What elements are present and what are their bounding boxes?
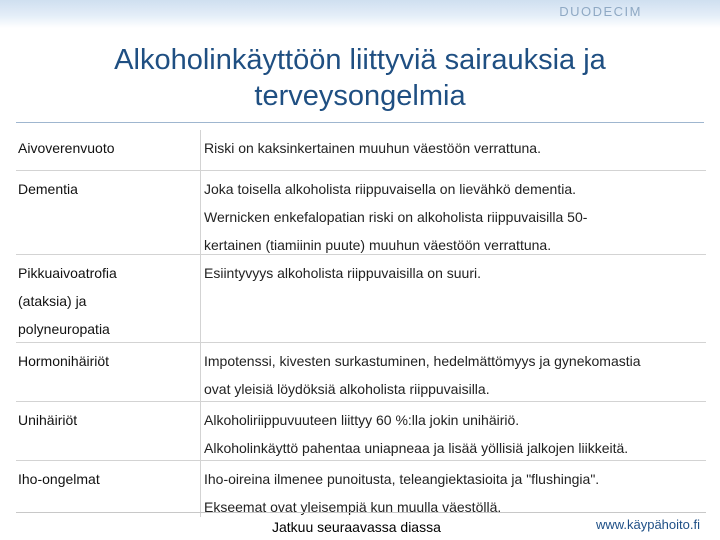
table-row-hormonihairiot: [16, 342, 706, 401]
description-cell: [200, 343, 706, 401]
term-cell: [16, 171, 200, 254]
description-line: Alkoholiriippuvuuteen liittyy 60 %:lla jokin unihäiriö.: [204, 412, 520, 428]
term-text: Unihäiriöt: [18, 412, 78, 428]
column-divider: [200, 402, 201, 460]
website-link[interactable]: www.käypähoito.fi: [595, 517, 700, 532]
description-cell: [200, 461, 706, 517]
table-row-iho-ongelmat: [16, 460, 706, 517]
description-line: Wernicken enkefalopatian riski on alkoholista riippuvaisilla 50-: [204, 209, 588, 225]
footer-divider: [16, 512, 706, 513]
column-divider: [200, 130, 201, 170]
description-cell: [200, 255, 706, 342]
slide-title: [40, 42, 680, 114]
term-text: Aivoverenvuoto: [18, 140, 115, 156]
table-row-dementia: [16, 170, 706, 254]
table-row-pikkuaivoatrofia: [16, 254, 706, 342]
description-line: ovat yleisiä löydöksiä alkoholista riippuvaisilla.: [204, 381, 490, 397]
term-cell: [16, 255, 200, 342]
term-text: polyneuropatia: [18, 321, 110, 337]
description-line: kertainen (tiamiinin puute) muuhun väestöön verrattuna.: [204, 237, 552, 253]
column-divider: [200, 461, 201, 517]
description-line: Esiintyvyys alkoholista riippuvaisilla on suuri.: [204, 265, 482, 281]
description-cell: [200, 130, 706, 170]
column-divider: [200, 255, 201, 342]
column-divider: [200, 343, 201, 401]
title-line-1: Alkoholinkäyttöön liittyviä sairauksia ja: [114, 44, 606, 76]
description-line: Iho-oireina ilmenee punoitusta, teleangiektasioita ja "flushingia".: [204, 471, 600, 487]
description-line: Alkoholinkäyttö pahentaa uniapneaa ja lisää yöllisiä jalkojen liikkeitä.: [204, 440, 629, 456]
description-cell: [200, 402, 706, 460]
term-text: Iho-ongelmat: [18, 471, 100, 487]
table-row-unihairiot: [16, 401, 706, 460]
title-line-2: terveysongelmia: [254, 80, 466, 112]
term-cell: [16, 130, 200, 170]
duodecim-logo: DUODECIM: [559, 4, 642, 19]
term-cell: [16, 343, 200, 401]
title-divider: [16, 122, 704, 123]
description-line: Joka toisella alkoholista riippuvaisella on lievähkö dementia.: [204, 181, 576, 197]
description-cell: [200, 171, 706, 254]
continued-note: Jatkuu seuraavassa diassa: [272, 519, 441, 535]
description-line: Riski on kaksinkertainen muuhun väestöön verrattuna.: [204, 140, 541, 156]
term-text: Pikkuaivoatrofia: [18, 265, 117, 281]
description-line: Impotenssi, kivesten surkastuminen, hedelmättömyys ja gynekomastia: [204, 353, 641, 369]
term-cell: [16, 461, 200, 517]
column-divider: [200, 171, 201, 254]
term-text: (ataksia) ja: [18, 293, 87, 309]
term-text: Hormonihäiriöt: [18, 353, 110, 369]
table-row-aivoverenvuoto: [16, 130, 706, 170]
conditions-table: [16, 130, 706, 517]
description-line: Ekseemat ovat yleisempiä kun muulla väestöllä.: [204, 499, 502, 515]
term-text: Dementia: [18, 181, 78, 197]
term-cell: [16, 402, 200, 460]
